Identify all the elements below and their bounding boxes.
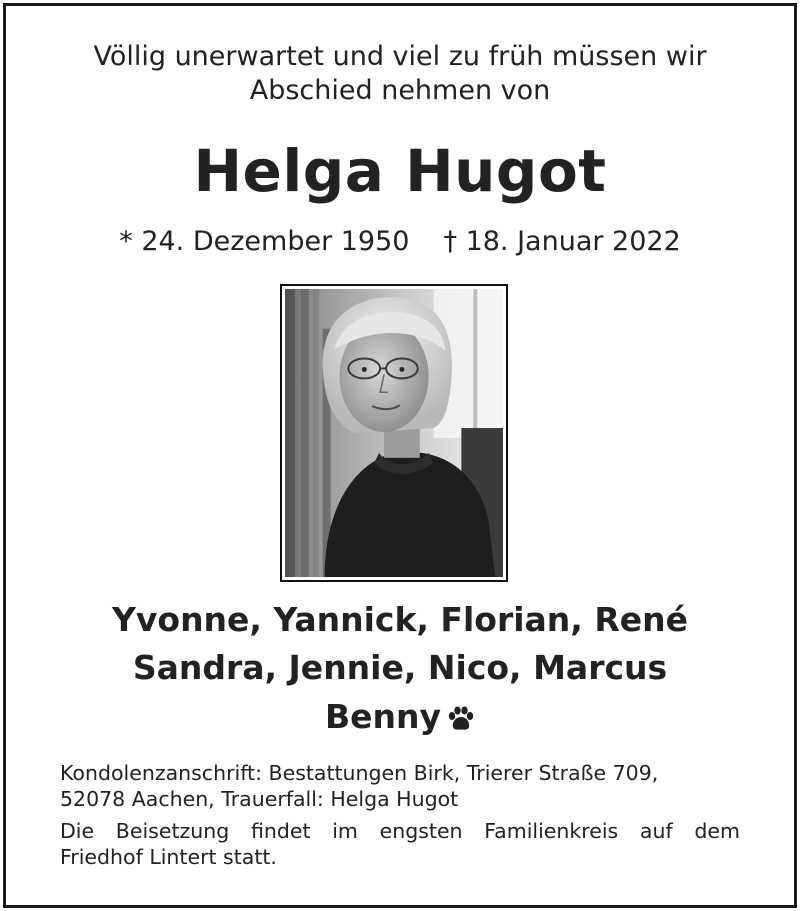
pet-name: Benny xyxy=(324,697,442,736)
portrait-photo xyxy=(280,284,508,582)
burial-line-1: Die Beisetzung findet im engsten Familienkreis auf dem xyxy=(60,819,740,843)
condolence-line-2: 52078 Aachen, Trauerfall: Helga Hugot xyxy=(60,787,459,811)
family-names-line-1: Yvonne, Yannick, Florian, René xyxy=(111,600,688,639)
life-dates xyxy=(0,225,800,259)
burial-info xyxy=(60,818,740,870)
portrait-image xyxy=(285,289,503,577)
burial-line-2: Friedhof Lintert statt. xyxy=(60,845,277,869)
intro-line-2: Abschied nehmen von xyxy=(249,75,551,106)
intro-line-1: Völlig unerwartet und viel zu früh müssen wir xyxy=(93,41,707,72)
birth-date: * 24. Dezember 1950 xyxy=(119,226,410,257)
death-date: † 18. Januar 2022 xyxy=(443,226,681,257)
family-names-line-2: Sandra, Jennie, Nico, Marcus xyxy=(132,648,668,687)
paw-icon xyxy=(447,706,475,732)
condolence-address xyxy=(60,760,740,812)
deceased-name: Helga Hugot xyxy=(193,137,607,205)
family-names-line-3 xyxy=(0,697,800,737)
condolence-line-1: Kondolenzanschrift: Bestattungen Birk, Trierer Straße 709, xyxy=(60,761,659,785)
